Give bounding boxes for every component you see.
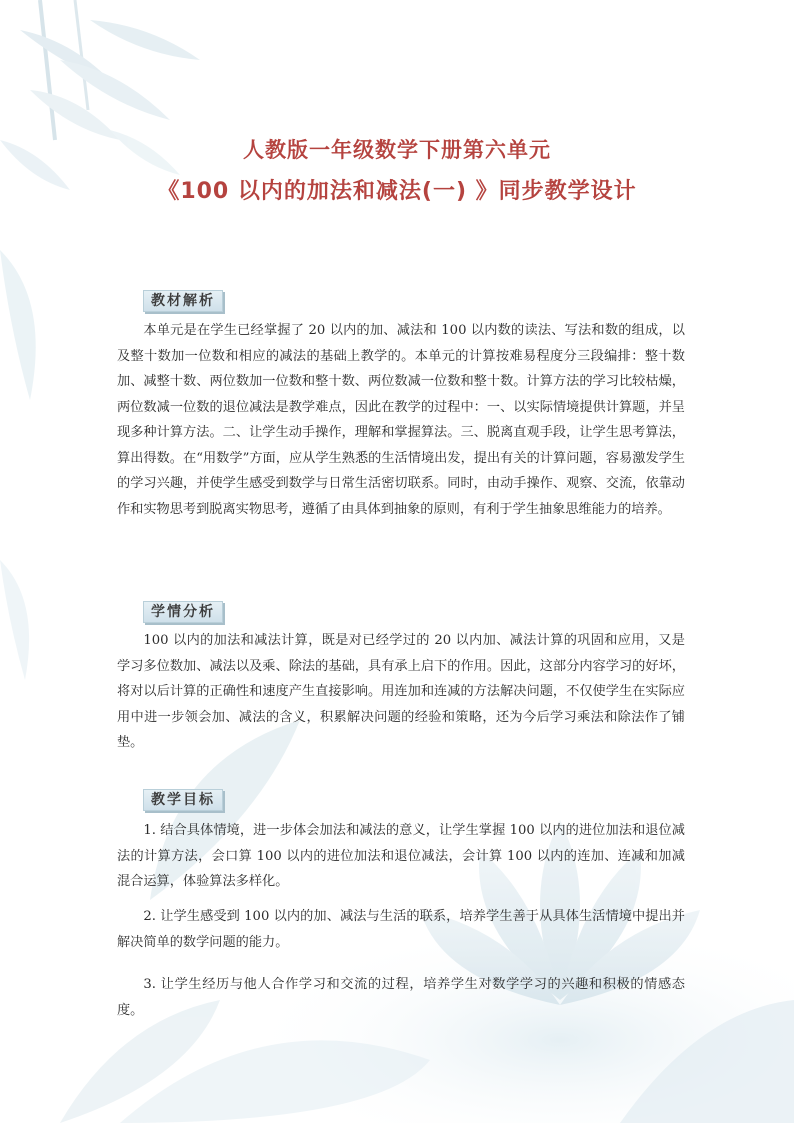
goal-item-3: 3. 让学生经历与他人合作学习和交流的过程，培养学生对数学学习的兴趣和积极的情感态度。 — [117, 977, 685, 1018]
paragraph-learner-analysis: 100 以内的加法和减法计算，既是对已经学过的 20 以内加、减法计算的巩固和应用，又是学习多位数加、减法以及乘、除法的基础，具有承上启下的作用。因此，这部分内容学习的好坏，将对以后计算的正确性和速度产生直接影响。用连加和连减的方法解决问题，不仅使学生在实际应用中进一步领会加、减法的含义，积累解决问题的经验和策略，还为今后学习乘法和除法作了铺垫。 — [117, 633, 685, 750]
section-heading-learners: 学情分析 — [143, 601, 223, 623]
goal-item-1: 1. 结合具体情境，进一步体会加法和减法的意义，让学生掌握 100 以内的进位加法和退位减法的计算方法，会口算 100 以内的进位加法和退位减法，会计算 100 以内的连加、连减和加减混合运算，体验算法多样化。 — [117, 823, 685, 889]
document-title-line1: 人教版一年级数学下册第六单元 — [243, 138, 551, 162]
section-heading-textbook: 教材解析 — [143, 290, 223, 312]
paragraph-textbook-analysis: 本单元是在学生已经掌握了 20 以内的加、减法和 100 以内数的读法、写法和数的组成，以及整十数加一位数和相应的减法的基础上教学的。本单元的计算按难易程度分三段编排：整十数加、减整十数、两位数加一位数和整十数、两位数减一位数和整十数。计算方法的学习比较枯燥，两位数减一位数的退位减法是教学难点，因此在教学的过程中：一、以实际情境提供计算题，并呈现多种计算方法。二、让学生动手操作，理解和掌握算法。三、脱离直观手段，让学生思考算法，算出得数。在“用数学”方面，应从学生熟悉的生活情境出发，提出有关的计算问题，容易激发学生的学习兴趣，并使学生感受到数学与日常生活密切联系。同时，由动手操作、观察、交流，依靠动作和实物思考到脱离实物思考，遵循了由具体到抽象的原则，有利于学生抽象思维能力的培养。 — [117, 323, 685, 517]
document-title-line2: 《100 以内的加法和减法(一) 》同步教学设计 — [157, 179, 637, 204]
goal-item-2: 2. 让学生感受到 100 以内的加、减法与生活的联系，培养学生善于从具体生活情境中提出并解决简单的数学问题的能力。 — [117, 909, 685, 950]
section-heading-goals: 教学目标 — [143, 789, 223, 811]
